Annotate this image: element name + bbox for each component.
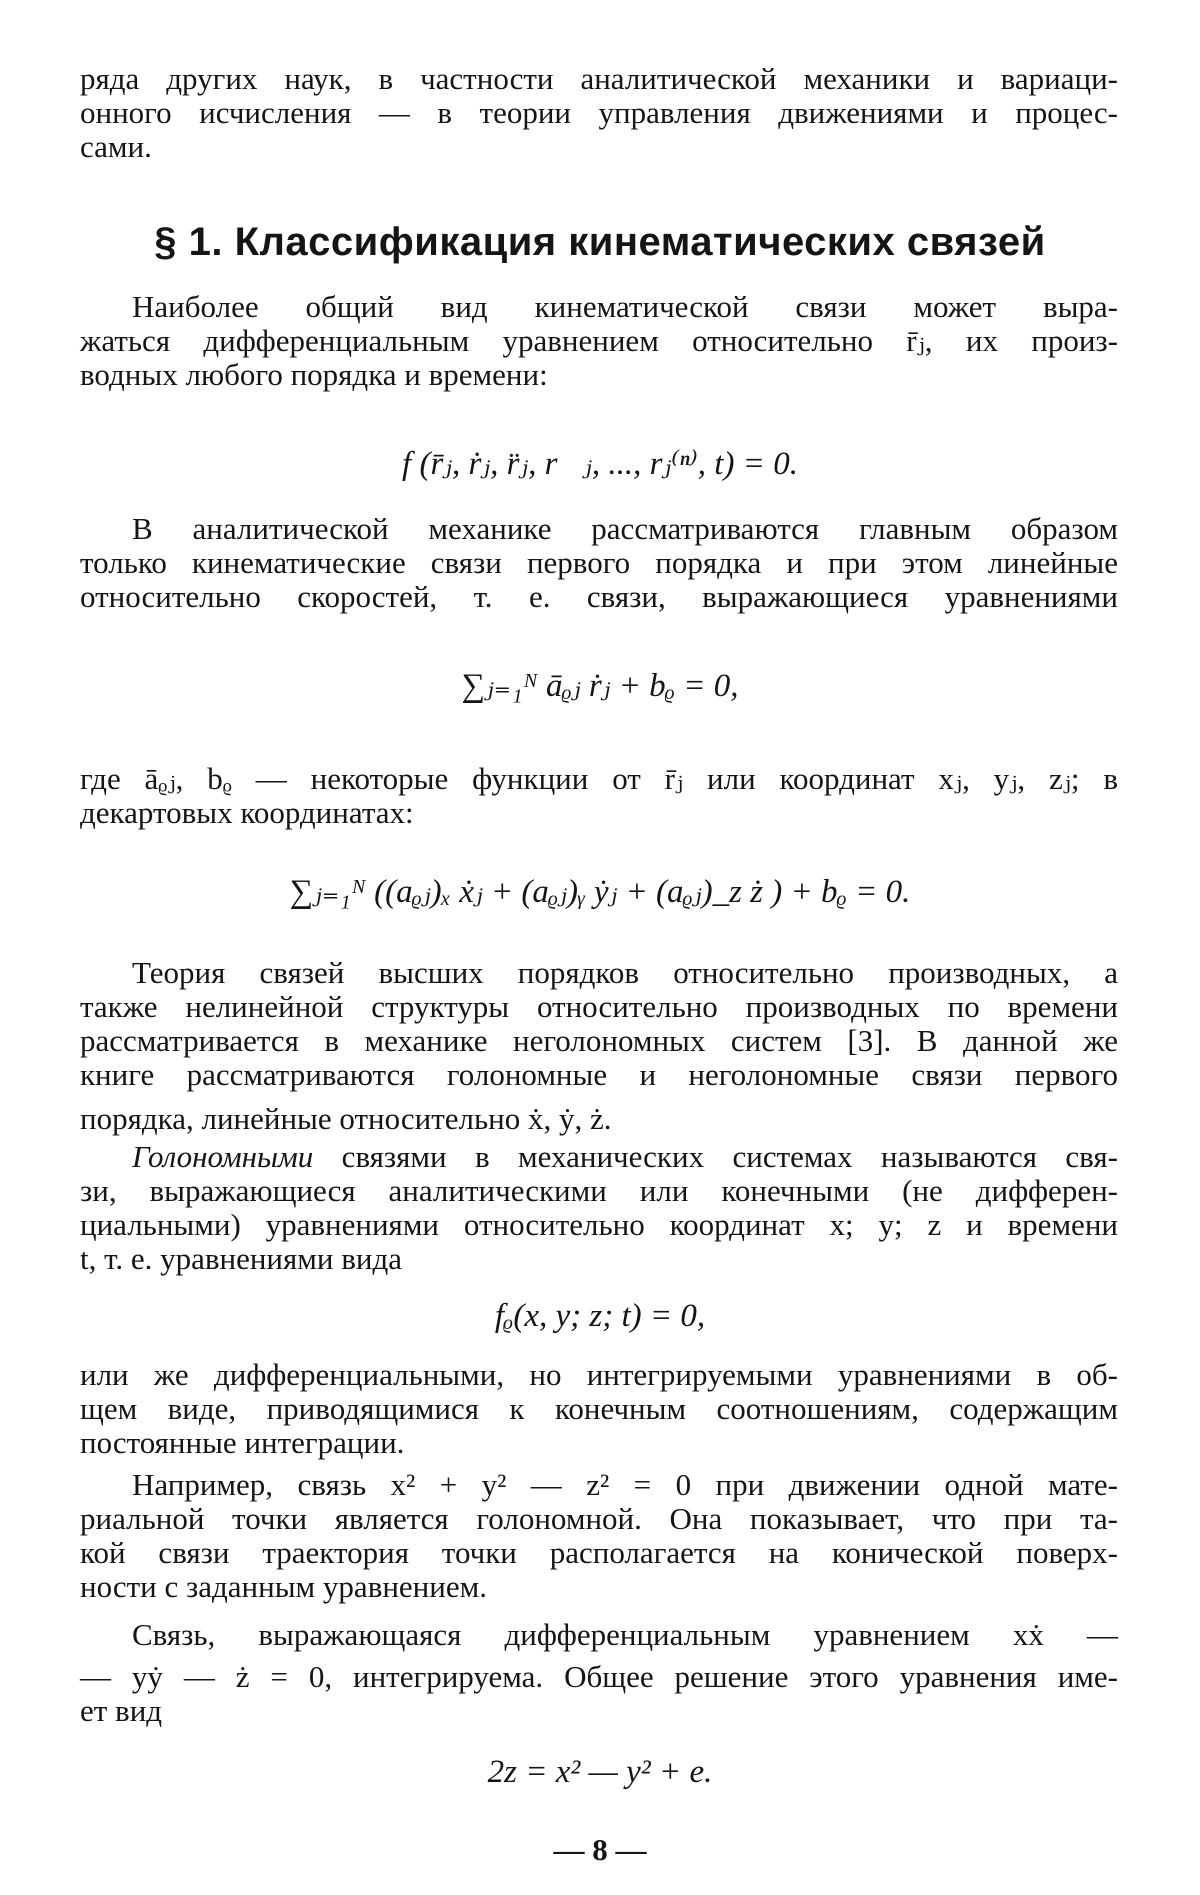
term-holonomic: Голономными xyxy=(132,1139,314,1174)
text-line xyxy=(132,1140,1118,1174)
page-number: — 8 — xyxy=(553,1832,647,1867)
formula-linear-constraint: ∑ⱼ₌₁ᴺ āᵨⱼ ṙⱼ + bᵨ = 0, xyxy=(461,668,739,704)
text-line: щем виде, приводящимися к конечным соотношениям, содержащим xyxy=(80,1391,1118,1426)
text-line: — yẏ — ż = 0, интегрируема. Общее решение этого уравнения име- xyxy=(80,1659,1118,1694)
text-span: связями в механических системах называются свя- xyxy=(313,1139,1118,1174)
text-line: рассматривается в механике неголономных систем [3]. В данной же xyxy=(80,1023,1118,1058)
text-line: ряда других наук, в частности аналитической механики и вариаци- xyxy=(80,61,1118,96)
text-line: В аналитической механике рассматриваются главным образом xyxy=(132,511,1118,546)
formula-holonomic: fᵨ(x, y; z; t) = 0, xyxy=(494,1298,706,1334)
text-line: риальной точки является голономной. Она показывает, что при та- xyxy=(80,1501,1118,1536)
text-line: зи, выражающиеся аналитическими или конечными (не дифферен- xyxy=(80,1173,1118,1208)
text-line: Наиболее общий вид кинематической связи может выра- xyxy=(132,289,1118,324)
section-heading: § 1. Классификация кинематических связей xyxy=(154,220,1046,264)
text-line: Теория связей высших порядков относительно производных, а xyxy=(132,955,1118,990)
text-line: t, т. е. уравнениями вида xyxy=(80,1241,402,1276)
text-line: Связь, выражающаяся дифференциальным уравнением xẋ — xyxy=(132,1617,1118,1652)
text-line: циальными) уравнениями относительно координат x; y; z и времени xyxy=(80,1207,1118,1242)
text-line: ности с заданным уравнением. xyxy=(80,1569,487,1604)
text-line: относительно скоростей, т. е. связи, выражающиеся уравнениями xyxy=(80,579,1118,614)
text-line: кой связи траектория точки располагается на конической поверх- xyxy=(80,1535,1118,1570)
formula-general-solution: 2z = x² — y² + e. xyxy=(487,1754,713,1790)
text-line: где āᵨⱼ, bᵨ — некоторые функции от r̄ⱼ или координат xⱼ, yⱼ, zⱼ; в xyxy=(80,761,1118,796)
text-line: сами. xyxy=(80,129,152,164)
text-line: книге рассматриваются голономные и неголономные связи первого xyxy=(80,1057,1118,1092)
formula-cartesian-constraint: ∑ⱼ₌₁ᴺ ((aᵨⱼ)ₓ ẋⱼ + (aᵨⱼ)ᵧ ẏⱼ + (aᵨⱼ)_z ż ) + bᵨ = 0. xyxy=(289,874,911,910)
text-line: декартовых координатах: xyxy=(80,795,414,830)
text-line: или же дифференциальными, но интегрируемыми уравнениями в об- xyxy=(80,1357,1118,1392)
text-line: онного исчисления — в теории управления движениями и процес- xyxy=(80,95,1118,130)
text-line: порядка, линейные относительно ẋ, ẏ, ż. xyxy=(80,1101,612,1136)
text-line: ет вид xyxy=(80,1693,163,1728)
text-line: также нелинейной структуры относительно производных по времени xyxy=(80,989,1118,1024)
text-line: только кинематические связи первого порядка и при этом линейные xyxy=(80,545,1118,580)
formula-general-constraint: f (r̄ⱼ, ṙⱼ, r̈ⱼ, r⃛ⱼ, ..., rⱼ⁽ⁿ⁾, t) = 0. xyxy=(402,446,798,482)
text-line: постоянные интеграции. xyxy=(80,1425,405,1460)
text-line: водных любого порядка и времени: xyxy=(80,357,548,392)
text-line: жаться дифференциальным уравнением относительно r̄ⱼ, их произ- xyxy=(80,323,1118,358)
text-line: Например, связь x² + y² — z² = 0 при движении одной мате- xyxy=(132,1467,1118,1502)
